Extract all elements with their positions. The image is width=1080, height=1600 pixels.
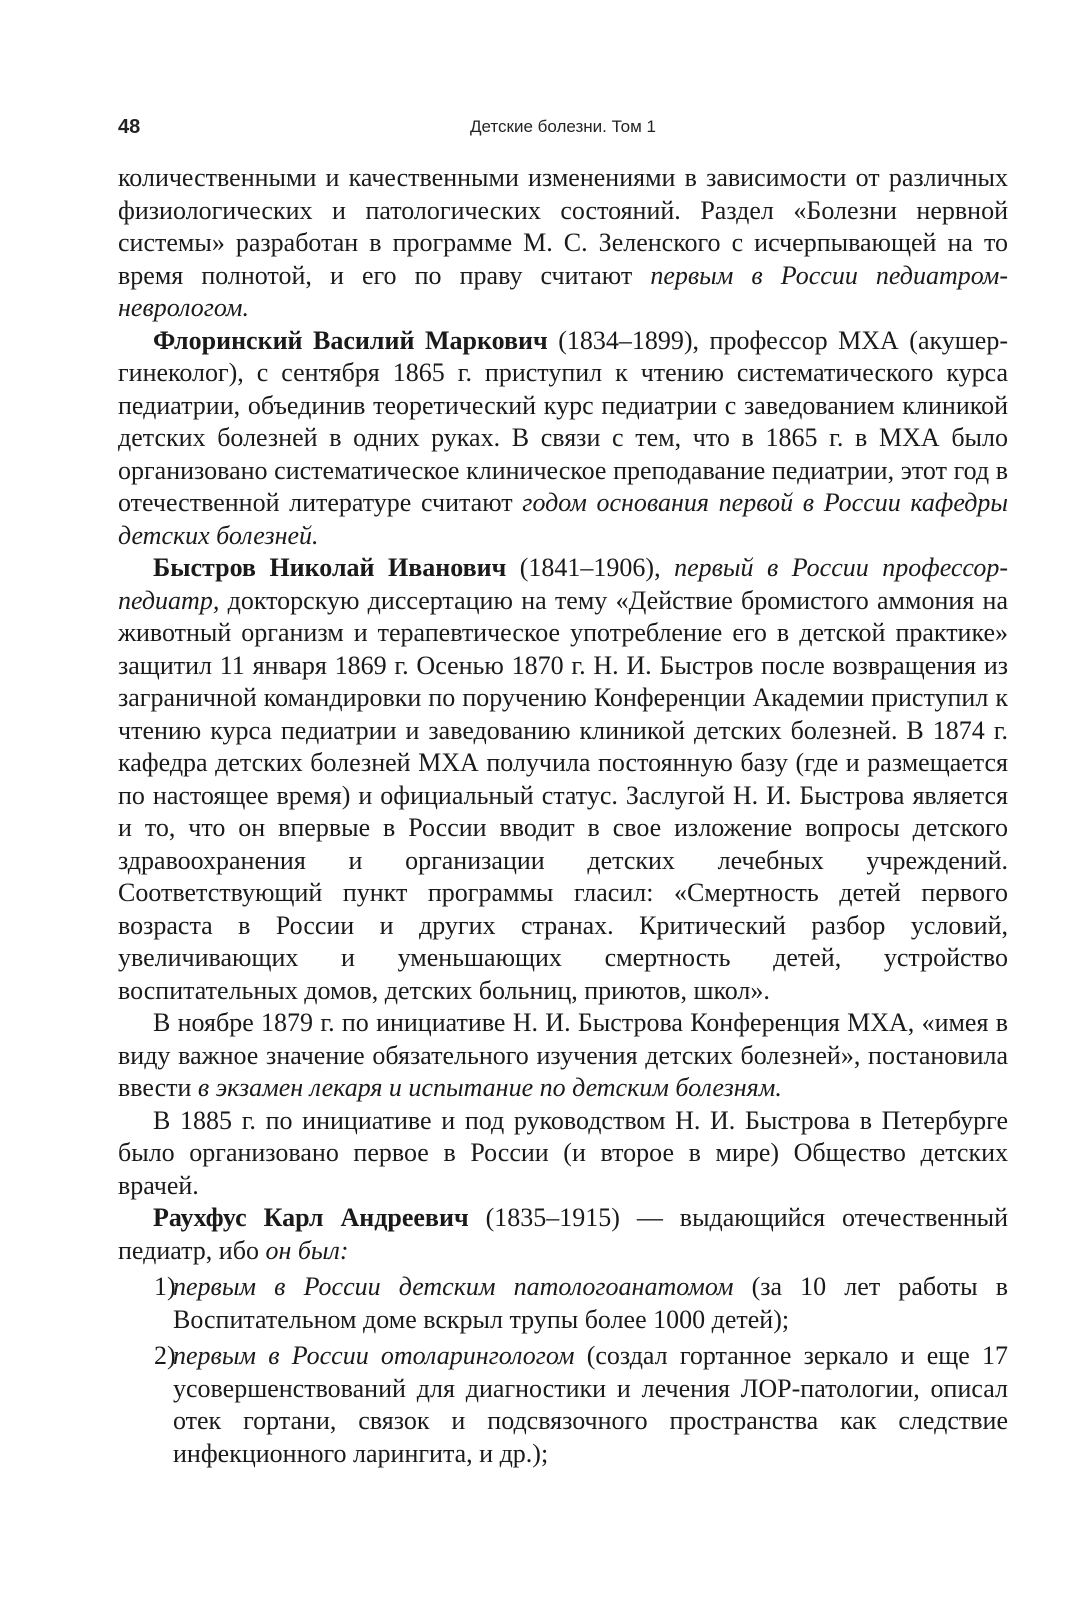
list-item <box>118 1340 1008 1470</box>
list-item-text: (создал гортанное зеркало и еще 17 усовершенствований для диагностики и лечения ЛОР-патологии, описал отек гортани, связок и подсвязочного пространства как следствие инфекционного ларингита, и др.); <box>173 1341 1009 1468</box>
person-name: Быстров Николай Иванович <box>153 553 507 582</box>
paragraph-society <box>118 1105 1008 1203</box>
running-head <box>118 112 1008 148</box>
body-text <box>118 162 1008 1470</box>
list-item-text: (за 10 лет работы в Воспитательном доме вскрыл трупы более 1000 детей); <box>173 1272 1008 1334</box>
paragraph-exam <box>118 1007 1008 1105</box>
list-item-number: 2) <box>154 1341 176 1370</box>
paragraph-bystrov <box>118 552 1008 1007</box>
paragraph-text: докторскую диссертацию на тему «Действие бромистого аммония на животный организм и терапевтическое употребление его в детской практике» защитил 11 января 1869 г. Осенью 1870 г. Н. И. Быстров после возвращения из заграничной командировки по поручению Конференции Академии приступил к чтению курса педиатрии и заведованию клиникой детских болезней. В 1874 г. кафедра детских болезней МХА получила постоянную базу (где и размещается по настоящее время) и официальный статус. Заслугой Н. И. Быстрова является и то, что он впервые в России вводит в свое изложение вопросы детского здравоохранения и организации детских лечебных учреждений. Соответствующий пункт программы гласил: «Смертность детей первого возраста в России и других странах. Критический разбор условий, увеличивающих и уменьшающих смертность детей, устройство воспитательных домов, детских больниц, приютов, школ». <box>118 585 1008 1005</box>
paragraph-rauchfus <box>118 1202 1008 1267</box>
emphasis-text: в экзамен лекаря и испытание по детским болезням. <box>197 1073 782 1102</box>
paragraph-text: (1841–1906), <box>506 553 675 582</box>
paragraph-text: В 1885 г. по инициативе и под руководством Н. И. Быстрова в Петербурге было организовано первое в России (и второе в мире) Общество детских врачей. <box>118 1105 1008 1200</box>
emphasis-text: годом основания первой в России кафедры детских болезней. <box>118 488 1008 550</box>
person-name: Раухфус Карл Андреевич <box>153 1203 469 1232</box>
list-item-number: 1) <box>154 1272 176 1301</box>
emphasis-text: первым в России отоларингологом <box>173 1341 575 1370</box>
emphasis-text: первым в России детским патологоанатомом <box>173 1272 734 1301</box>
paragraph-text: В ноябре 1879 г. по инициативе Н. И. Быстрова Конференция МХА, «имея в виду важное значение обязательного изучения детских болезней», постановила ввести <box>118 1008 1008 1102</box>
book-page <box>118 112 1008 1470</box>
paragraph-continuation <box>118 162 1008 325</box>
list-item <box>118 1271 1008 1336</box>
person-name: Флоринский Василий Маркович <box>153 325 548 355</box>
book-title: Детские болезни. Том 1 <box>470 117 656 136</box>
paragraph-text: (1834–1899), профессор МХА (акушер-гинеколог), с сентября 1865 г. приступил к чтению систематического курса педиатрии, объединив теоретический курс педиатрии с заведованием клиникой детских болезней в одних руках. В связи с тем, что в 1865 г. в МХА было организовано систематическое клиническое преподавание педиатрии, этот год в отечественной литературе считают <box>118 325 1008 517</box>
achievements-list <box>118 1271 1008 1470</box>
emphasis-text: первым в России педиатром-неврологом. <box>118 260 1008 322</box>
paragraph-text: (1835–1915) — выдающийся отечественный педиатр, ибо <box>118 1203 1008 1265</box>
emphasis-text: первый в России профессор-педиатр, <box>118 553 1008 615</box>
page-number: 48 <box>118 116 141 138</box>
emphasis-text: он был: <box>265 1235 349 1265</box>
paragraph-florinsky <box>118 325 1008 553</box>
paragraph-text: количественными и качественными изменениями в зависимости от различных физиологических и патологических состояний. Раздел «Болезни нервной системы» разработан в программе М. С. Зеленского с исчерпывающей на то время полнотой, и его по праву считают <box>118 163 1008 290</box>
